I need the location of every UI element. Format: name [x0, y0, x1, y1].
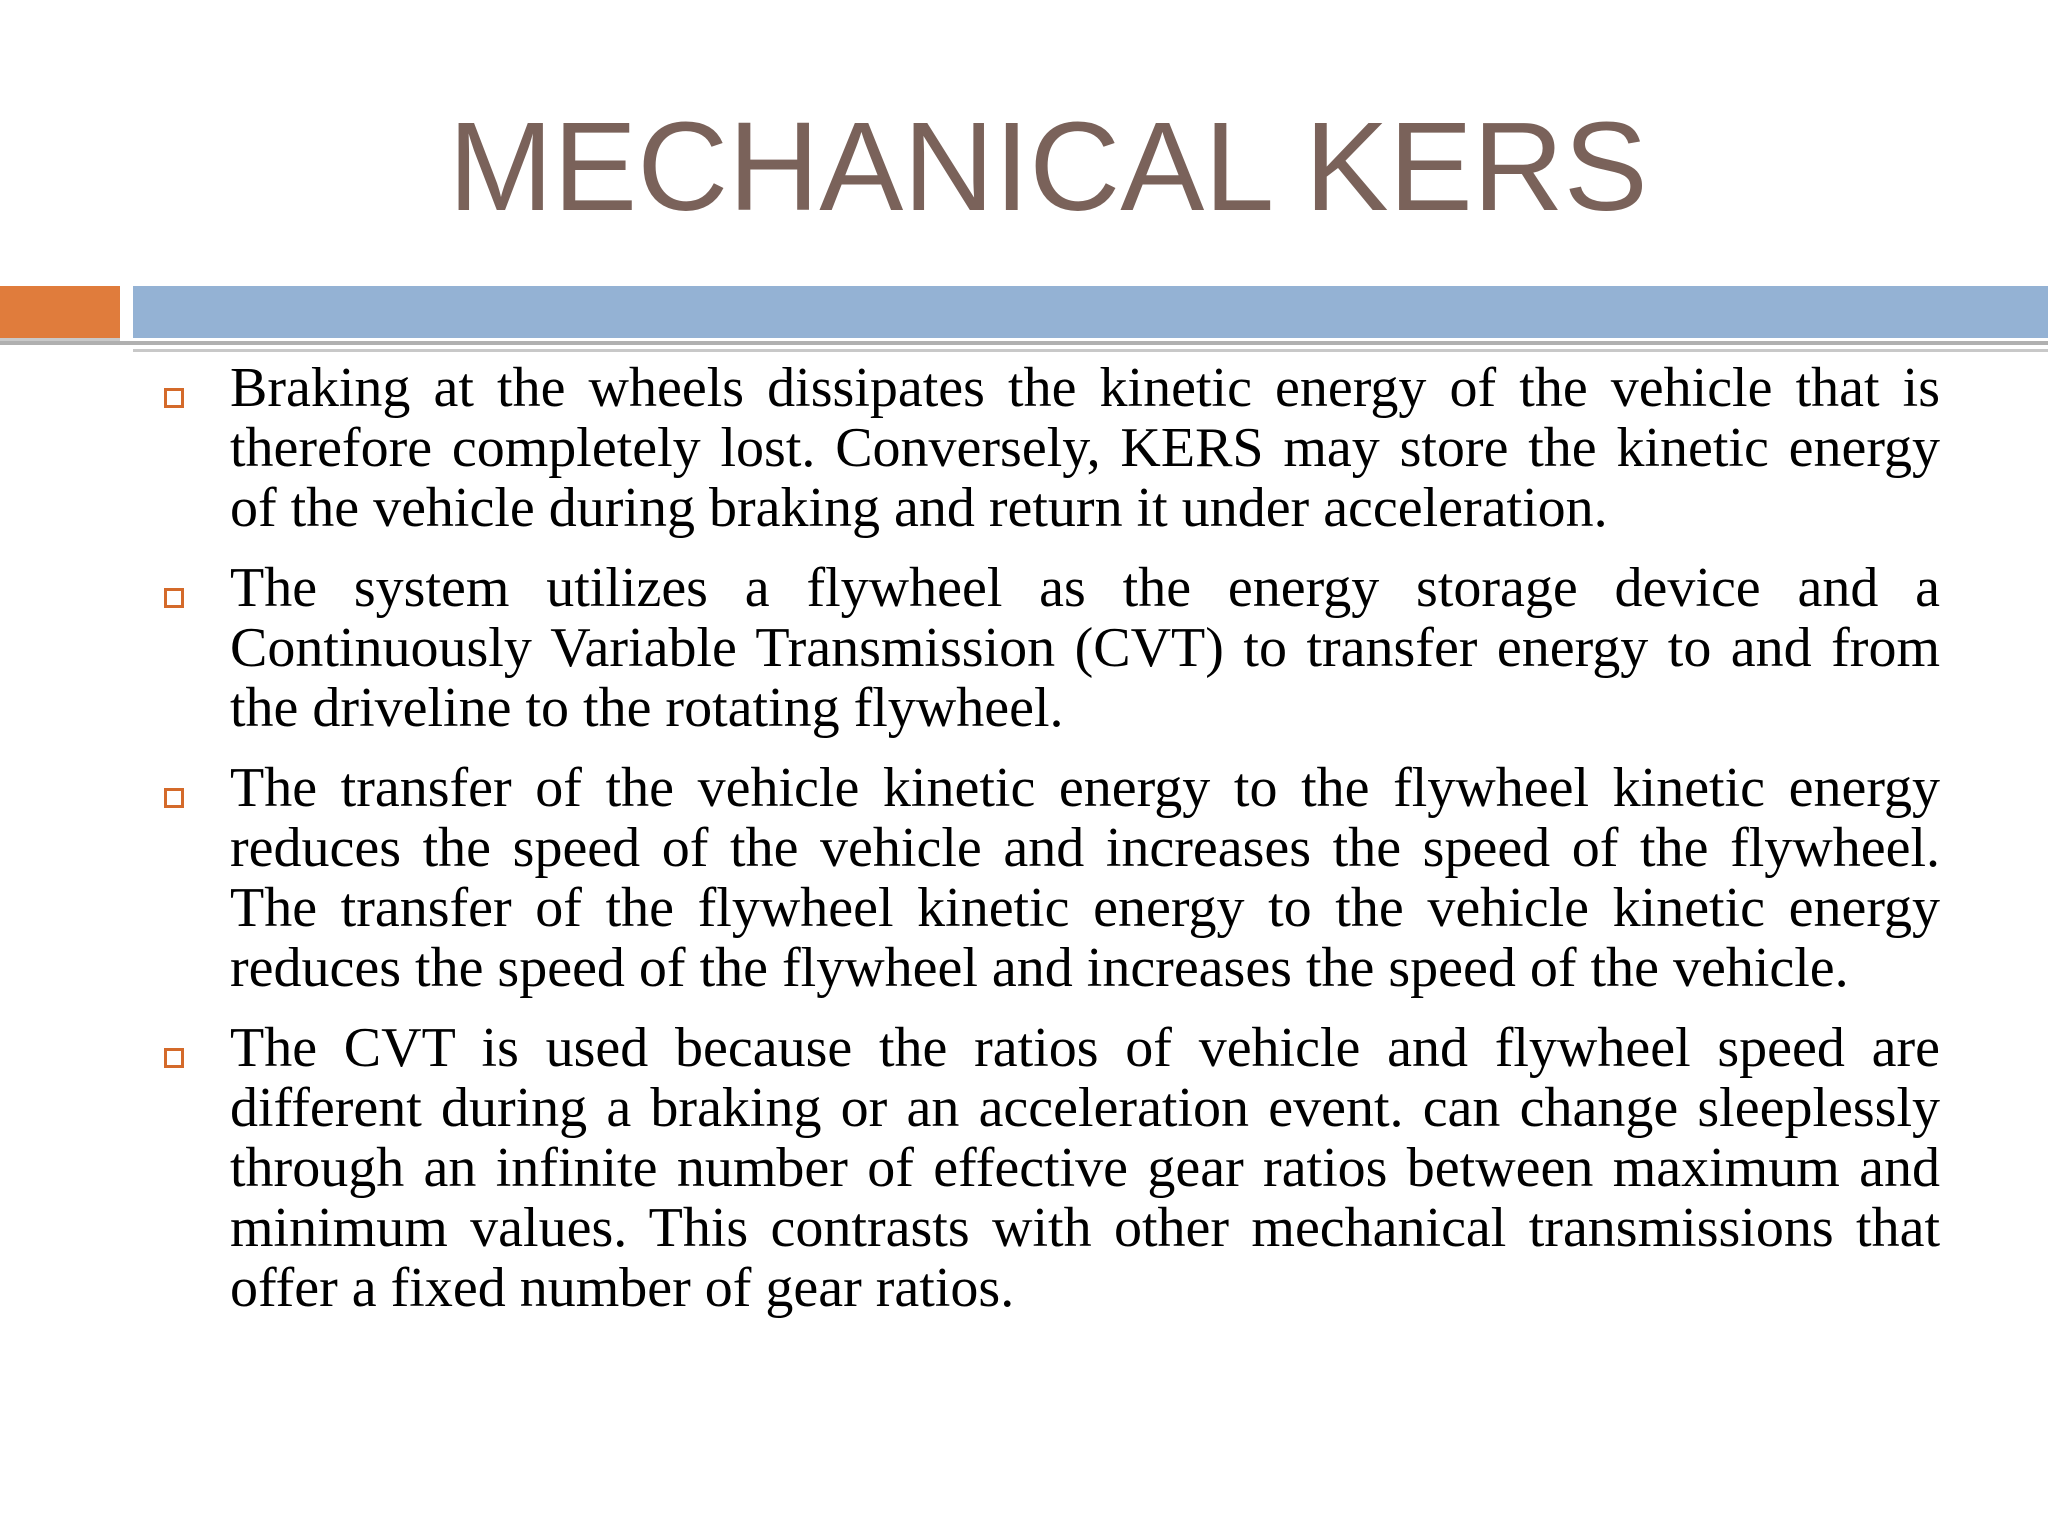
bullet-item [150, 1018, 1940, 1318]
bullet-text: The transfer of the vehicle kinetic energy to the flywheel kinetic energy reduces the speed of the vehicle and increases the speed of the flywheel. The transfer of the flywheel kinetic energy to the vehicle kinetic energy reduces the speed of the flywheel and increases the speed of the vehicle. [230, 757, 1940, 999]
square-bullet-icon [164, 788, 184, 808]
square-bullet-icon [164, 1048, 184, 1068]
slide-title: MECHANICAL KERS [448, 96, 1648, 237]
divider-line-secondary [133, 349, 2048, 352]
bullet-text: The system utilizes a flywheel as the energy storage device and a Continuously Variable Transmission (CVT) to transfer energy to and from the driveline to the rotating flywheel. [230, 557, 1940, 739]
accent-bar [0, 286, 120, 338]
bullet-text: Braking at the wheels dissipates the kinetic energy of the vehicle that is therefore completely lost. Conversely, KERS may store the kinetic energy of the vehicle during braking and return it under acceleration. [230, 357, 1940, 539]
header-bar [133, 286, 2048, 338]
bullet-item [150, 358, 1940, 538]
bullet-item [150, 558, 1940, 738]
bullet-item [150, 758, 1940, 998]
divider-line [0, 341, 2048, 345]
bullet-list [150, 358, 1940, 1338]
square-bullet-icon [164, 388, 184, 408]
square-bullet-icon [164, 588, 184, 608]
bullet-text: The CVT is used because the ratios of vehicle and flywheel speed are different during a braking or an acceleration event. can change sleeplessly through an infinite number of effective gear ratios between maximum and minimum values. This contrasts with other mechanical transmissions that offer a fixed number of gear ratios. [230, 1017, 1940, 1319]
